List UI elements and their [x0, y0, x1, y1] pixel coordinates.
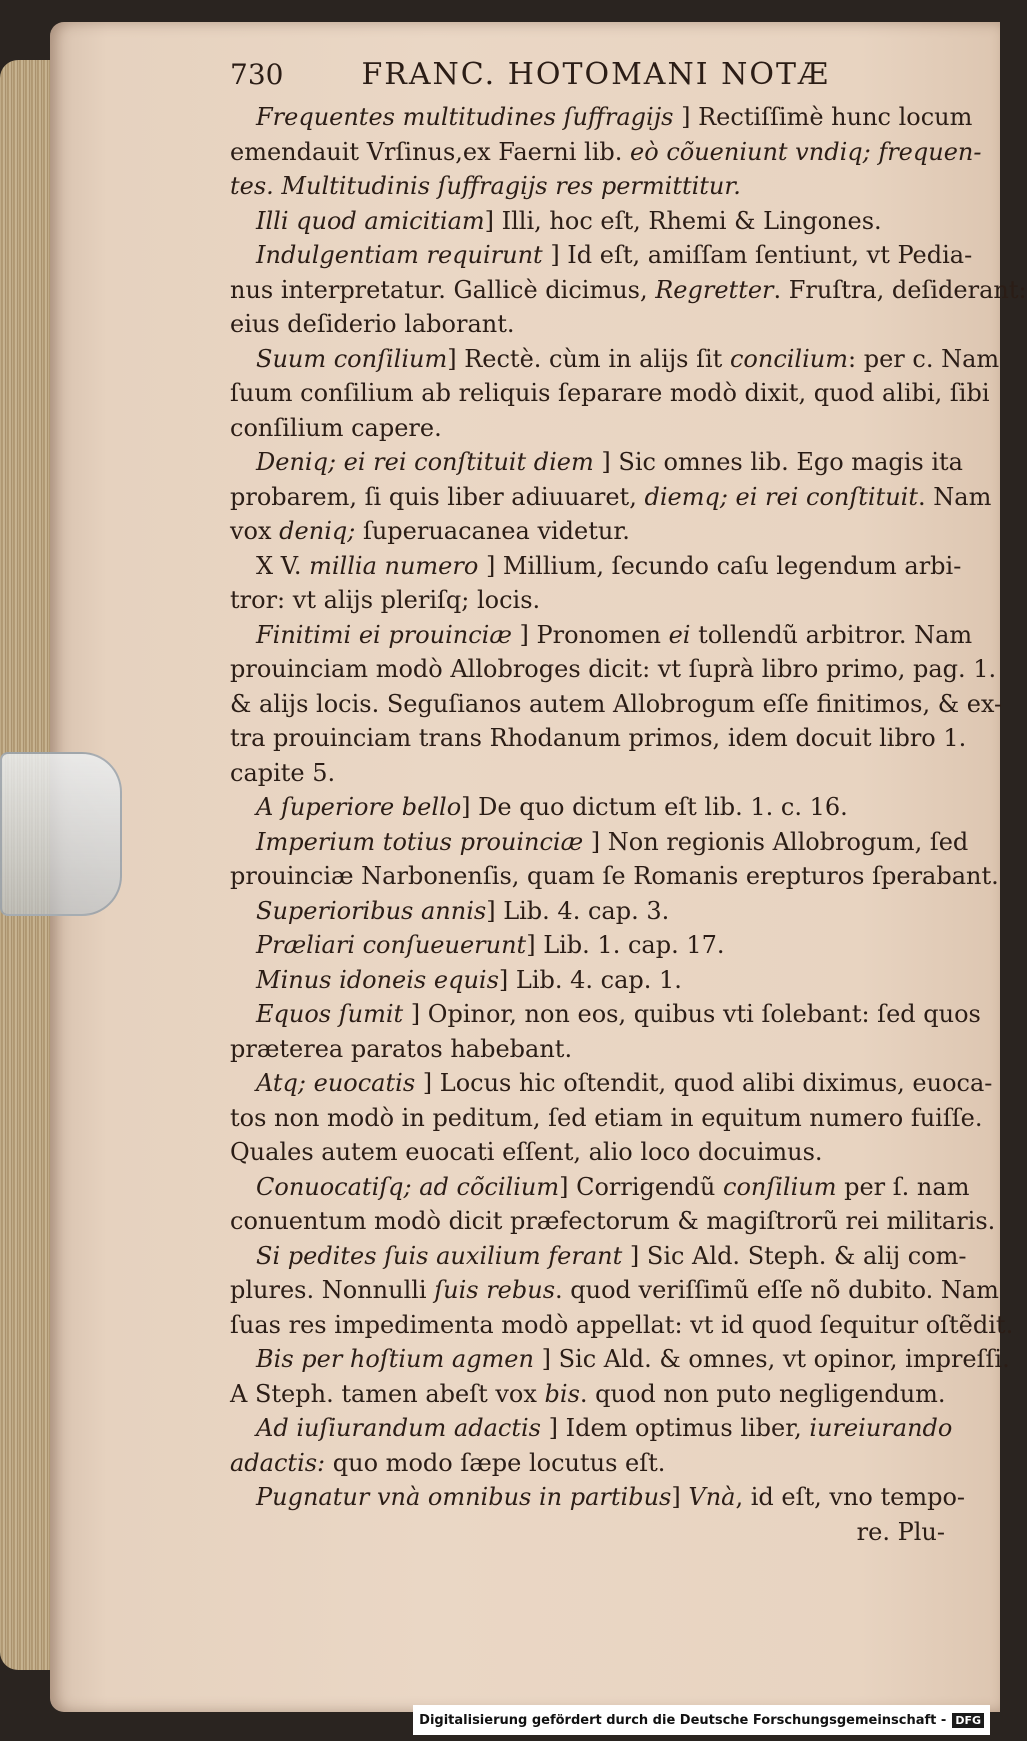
text-segment: X V.: [256, 551, 310, 580]
text-segment: re. Plu-: [856, 1517, 945, 1546]
italic-segment: Minus idoneis equis: [256, 965, 499, 994]
text-segment: eius deſiderio laborant.: [230, 310, 515, 338]
italic-segment: ſuis rebus: [434, 1276, 556, 1304]
italic-segment: Illi quod amicitiam: [256, 206, 485, 235]
italic-segment: Finitimi ei prouinciæ: [256, 620, 512, 649]
text-segment: ] Lib. 4. cap. 1.: [498, 965, 682, 994]
italic-segment: Indulgentiam requirunt: [256, 241, 543, 269]
text-segment: ] Id eſt, amiſſam ſentiunt, vt Pedia-: [542, 241, 973, 269]
footer-credit: [413, 1705, 990, 1735]
italic-segment: Ad iuſiurandum adactis: [256, 1414, 541, 1442]
text-segment: probarem, ſi quis liber adiuuaret,: [230, 482, 645, 511]
text-segment: tos non modò in peditum, ſed etiam in equitum numero fuiſſe.: [230, 1103, 983, 1132]
italic-segment: diemq; ei rei conſtituit: [644, 482, 918, 511]
text-segment: ] Lib. 1. cap. 17.: [526, 931, 725, 959]
text-line: [230, 618, 973, 653]
text-block: [230, 57, 1027, 1549]
text-segment: ] Rectè. cùm in alijs ſit: [447, 344, 730, 373]
text-line: [230, 687, 1003, 722]
page-number: 730: [230, 58, 284, 91]
text-line: [230, 307, 965, 342]
text-segment: ] De quo dictum eſt lib. 1. c. 16.: [461, 793, 848, 821]
italic-segment: adactis:: [230, 1448, 326, 1477]
text-segment: præterea paratos habebant.: [230, 1034, 573, 1063]
text-line: [230, 376, 990, 411]
text-line: [230, 100, 973, 135]
italic-segment: eò cõueniunt vndiq; frequen-: [630, 137, 982, 166]
text-line: [230, 1308, 1014, 1343]
text-segment: ] Rectiſſimè hunc locum: [673, 103, 973, 131]
text-segment: A Steph. tamen abeſt vox: [230, 1379, 545, 1408]
text-line: [230, 1342, 1010, 1377]
text-segment: ] Illi, hoc eſt, Rhemi & Lingones.: [484, 206, 882, 235]
text-line: [230, 963, 965, 998]
text-line: [230, 549, 965, 584]
text-segment: ] Locus hic oſtendit, quod alibi diximus, euoca-: [415, 1069, 993, 1097]
text-line: [230, 1446, 965, 1481]
text-segment: ] Sic Ald. Steph. & alij com-: [622, 1241, 967, 1270]
text-line: [230, 1515, 965, 1550]
running-header: [230, 58, 965, 100]
text-line: [230, 583, 965, 618]
text-line: [230, 1480, 965, 1515]
text-segment: & alijs locis. Seguſianos autem Allobrogum eſſe finitimos, & ex-: [230, 689, 1003, 718]
running-title: FRANC. HOTOMANI NOTÆ: [361, 57, 830, 92]
text-segment: conſilium capere.: [230, 413, 442, 442]
page-clip: [0, 752, 122, 916]
text-lines: [230, 100, 1027, 1549]
italic-segment: tes. Multitudinis ſuffragijs res permittitur.: [230, 172, 741, 200]
italic-segment: bis: [544, 1379, 580, 1408]
text-line: [230, 480, 992, 515]
text-segment: . quod non puto negligendum.: [579, 1379, 946, 1408]
text-segment: tror: vt alijs pleriſq; locis.: [230, 586, 541, 614]
italic-segment: iureiurando: [809, 1414, 953, 1442]
text-line: [230, 1239, 965, 1274]
text-line: [230, 238, 973, 273]
text-segment: plures. Nonnulli: [230, 1276, 435, 1304]
italic-segment: ei: [668, 620, 691, 649]
text-segment: ] Millium, ſecundo caſu legendum arbi-: [478, 551, 962, 580]
text-segment: : per c. Nam: [848, 344, 1000, 373]
text-segment: ] Non regionis Allobrogum, ſed: [583, 827, 969, 856]
italic-segment: Præliari conſueuerunt: [256, 931, 527, 959]
text-segment: quo modo ſæpe locutus eſt.: [325, 1448, 666, 1477]
italic-segment: millia numero: [309, 551, 479, 580]
text-segment: emendauit Vrſinus,ex Faerni lib.: [230, 137, 631, 166]
italic-segment: Suum conſilium: [256, 344, 448, 373]
credit-text: Digitalisierung gefördert durch die Deutsche Forschungsgemeinschaft -: [419, 1712, 947, 1728]
text-segment: prouinciam modò Allobroges dicit: vt ſuprà libro primo, pag. 1.: [230, 655, 997, 683]
text-segment: nus interpretatur. Gallicè dicimus,: [230, 275, 656, 304]
italic-segment: deniq;: [279, 517, 356, 545]
italic-segment: Superioribus annis: [256, 896, 487, 925]
text-line: [230, 1273, 999, 1308]
text-segment: . Fruſtra, deſiderant:: [773, 275, 1027, 304]
text-segment: ſuperuacanea videtur.: [355, 517, 630, 545]
text-segment: ] Pronomen: [511, 620, 669, 649]
text-line: [230, 273, 1027, 308]
text-line: [230, 790, 965, 825]
text-segment: Quales autem euocati eſſent, alio loco docuimus.: [230, 1138, 823, 1166]
text-line: [230, 411, 965, 446]
text-line: [230, 1411, 965, 1446]
italic-segment: Conuocatiſq; ad cõcilium: [256, 1172, 560, 1201]
text-segment: tra prouinciam trans Rhodanum primos, idem docuit libro 1.: [230, 724, 967, 752]
text-line: [230, 859, 999, 894]
text-segment: , id eſt, vno tempo-: [735, 1483, 966, 1511]
text-segment: ] Corrigendũ: [559, 1172, 723, 1201]
text-segment: . quod veriſſimũ eſſe nõ dubito. Nam: [555, 1276, 999, 1304]
italic-segment: Deniq; ei rei conſtituit diem: [256, 448, 594, 476]
text-segment: capite 5.: [230, 758, 336, 787]
text-line: [230, 169, 965, 204]
italic-segment: Regretter: [655, 275, 774, 304]
text-segment: ] Sic omnes lib. Ego magis ita: [593, 448, 963, 476]
italic-segment: Atq; euocatis: [256, 1069, 416, 1097]
text-line: [230, 135, 982, 170]
italic-segment: Frequentes multitudines ſuffragijs: [256, 103, 674, 131]
text-line: [230, 894, 965, 929]
italic-segment: concilium: [729, 344, 848, 373]
text-line: [230, 825, 969, 860]
text-line: [230, 1377, 965, 1412]
text-segment: ] Sic Ald. & omnes, vt opinor, impreſſi.: [533, 1345, 1010, 1373]
italic-segment: Si pedites ſuis auxilium ferant: [256, 1241, 623, 1270]
text-segment: ] Lib. 4. cap. 3.: [486, 896, 670, 925]
text-line: [230, 204, 965, 239]
text-segment: ]: [671, 1483, 689, 1511]
text-segment: vox: [230, 517, 280, 545]
italic-segment: A ſuperiore bello: [256, 793, 462, 821]
text-segment: ] Opinor, non eos, quibus vti ſolebant: ſed quos: [403, 1000, 981, 1028]
text-segment: ] Idem optimus liber,: [540, 1414, 810, 1442]
italic-segment: Imperium totius prouinciæ: [256, 827, 584, 856]
text-line: [230, 1032, 965, 1067]
text-line: [230, 514, 965, 549]
text-line: [230, 342, 1000, 377]
text-line: [230, 1204, 996, 1239]
text-line: [230, 652, 997, 687]
text-line: [230, 721, 965, 756]
italic-segment: Bis per hoſtium agmen: [256, 1345, 534, 1373]
text-segment: ſuas res impedimenta modò appellat: vt id quod ſequitur oſtẽdit.: [230, 1310, 1014, 1339]
italic-segment: Equos ſumit: [256, 1000, 404, 1028]
italic-segment: Pugnatur vnà omnibus in partibus: [256, 1483, 672, 1511]
text-line: [230, 756, 965, 791]
text-line: [230, 1101, 983, 1136]
italic-segment: Vnà: [688, 1483, 736, 1511]
text-line: [230, 997, 981, 1032]
text-segment: ſuum conſilium ab reliquis ſeparare modò dixit, quod alibi, ſibi: [230, 379, 990, 407]
text-line: [230, 1066, 993, 1101]
text-segment: conuentum modò dicit præfectorum & magiſtrorũ rei militaris.: [230, 1207, 996, 1235]
text-segment: prouinciæ Narbonenſis, quam ſe Romanis erepturos ſperabant.: [230, 862, 999, 890]
text-line: [230, 445, 965, 480]
text-segment: . Nam: [918, 482, 992, 511]
text-line: [230, 1135, 965, 1170]
italic-segment: conſilium: [723, 1172, 837, 1201]
text-segment: tollendũ arbitror. Nam: [690, 620, 973, 649]
dfg-logo: DFG: [952, 1713, 984, 1728]
text-line: [230, 1170, 970, 1205]
text-segment: per ſ. nam: [836, 1172, 970, 1201]
text-line: [230, 928, 965, 963]
